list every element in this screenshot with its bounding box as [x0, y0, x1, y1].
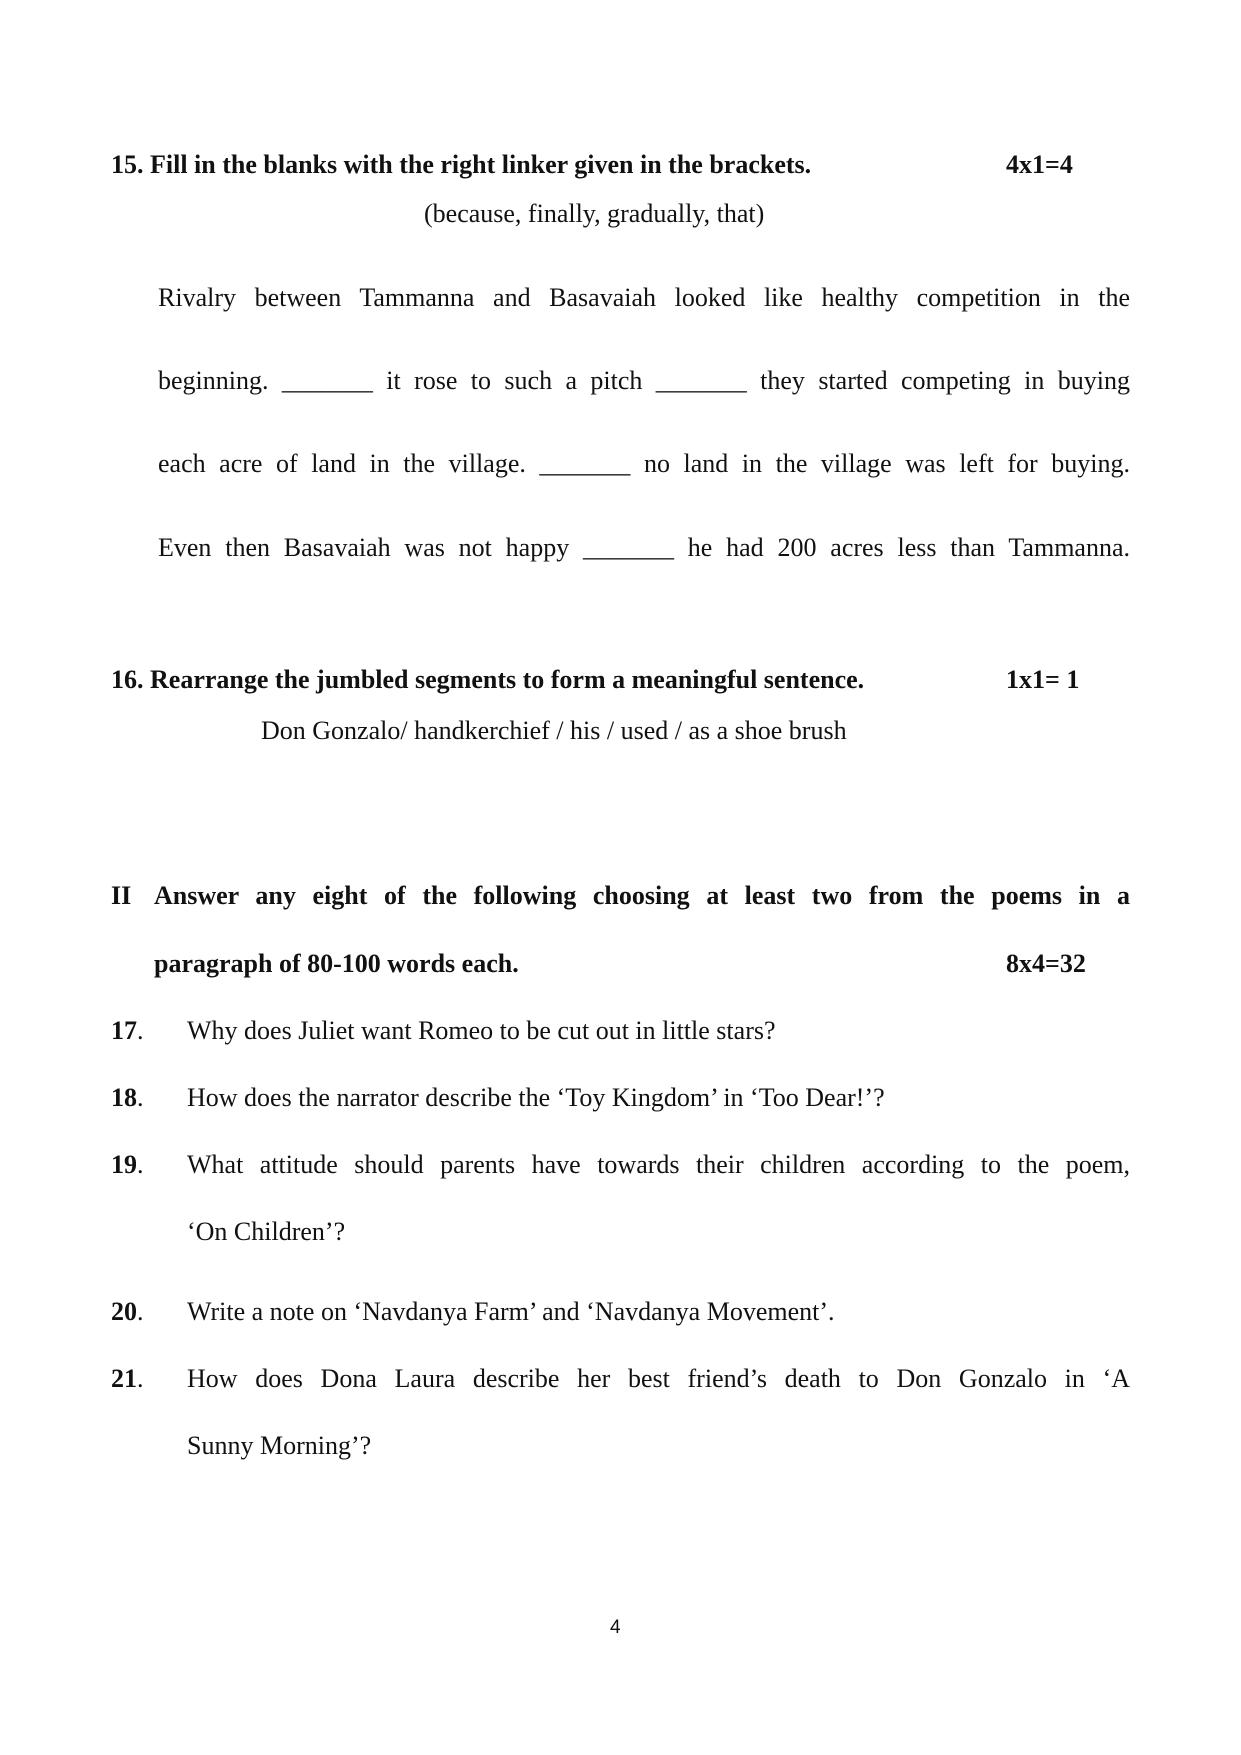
q15-passage-line-2: beginning. _______ it rose to such a pitch _______ they started competing in buying: [158, 366, 1130, 395]
q15-options: (because, finally, gradually, that): [424, 199, 765, 228]
q18-text: How does the narrator describe the ‘Toy Kingdom’ in ‘Too Dear!’?: [187, 1083, 885, 1112]
section-instruction-line-2: paragraph of 80-100 words each.: [154, 949, 519, 978]
q21-number: 21.: [111, 1364, 144, 1393]
q16-heading: [111, 665, 864, 695]
q18-number: 18.: [111, 1083, 144, 1112]
section-instruction-line-1: Answer any eight of the following choosing at least two from the poems in a: [154, 881, 1130, 910]
q16-title: . Rearrange the jumbled segments to form a meaningful sentence.: [137, 665, 865, 694]
section-marks: 8x4=32: [1006, 949, 1086, 978]
q17-number: 17.: [111, 1016, 144, 1045]
q16-number: 16: [111, 665, 137, 694]
q16-segments: Don Gonzalo/ handkerchief / his / used / as a shoe brush: [261, 716, 847, 745]
q20-text: Write a note on ‘Navdanya Farm’ and ‘Navdanya Movement’.: [187, 1297, 835, 1326]
page-number: 4: [610, 1617, 621, 1638]
q17-text: Why does Juliet want Romeo to be cut out in little stars?: [187, 1016, 776, 1045]
q15-heading: [111, 150, 811, 180]
q19-text-line-1: What attitude should parents have towards their children according to the poem,: [187, 1150, 1130, 1179]
q15-title: . Fill in the blanks with the right linker given in the brackets.: [137, 150, 812, 179]
q15-passage-line-4: Even then Basavaiah was not happy _______ he had 200 acres less than Tammanna.: [158, 533, 1130, 562]
q15-passage-line-1: Rivalry between Tammanna and Basavaiah looked like healthy competition in the: [158, 283, 1130, 312]
q19-number: 19.: [111, 1150, 144, 1179]
section-numeral: II: [111, 881, 132, 910]
q15-passage-line-3: each acre of land in the village. _______ no land in the village was left for buying.: [158, 449, 1130, 478]
q15-marks: 4x1=4: [1006, 150, 1073, 179]
q20-number: 20.: [111, 1297, 144, 1326]
q19-text-line-2: ‘On Children’?: [187, 1217, 346, 1246]
q21-text-line-1: How does Dona Laura describe her best friend’s death to Don Gonzalo in ‘A: [187, 1364, 1130, 1393]
q21-text-line-2: Sunny Morning’?: [187, 1431, 372, 1460]
q15-number: 15: [111, 150, 137, 179]
q16-marks: 1x1= 1: [1006, 665, 1080, 694]
